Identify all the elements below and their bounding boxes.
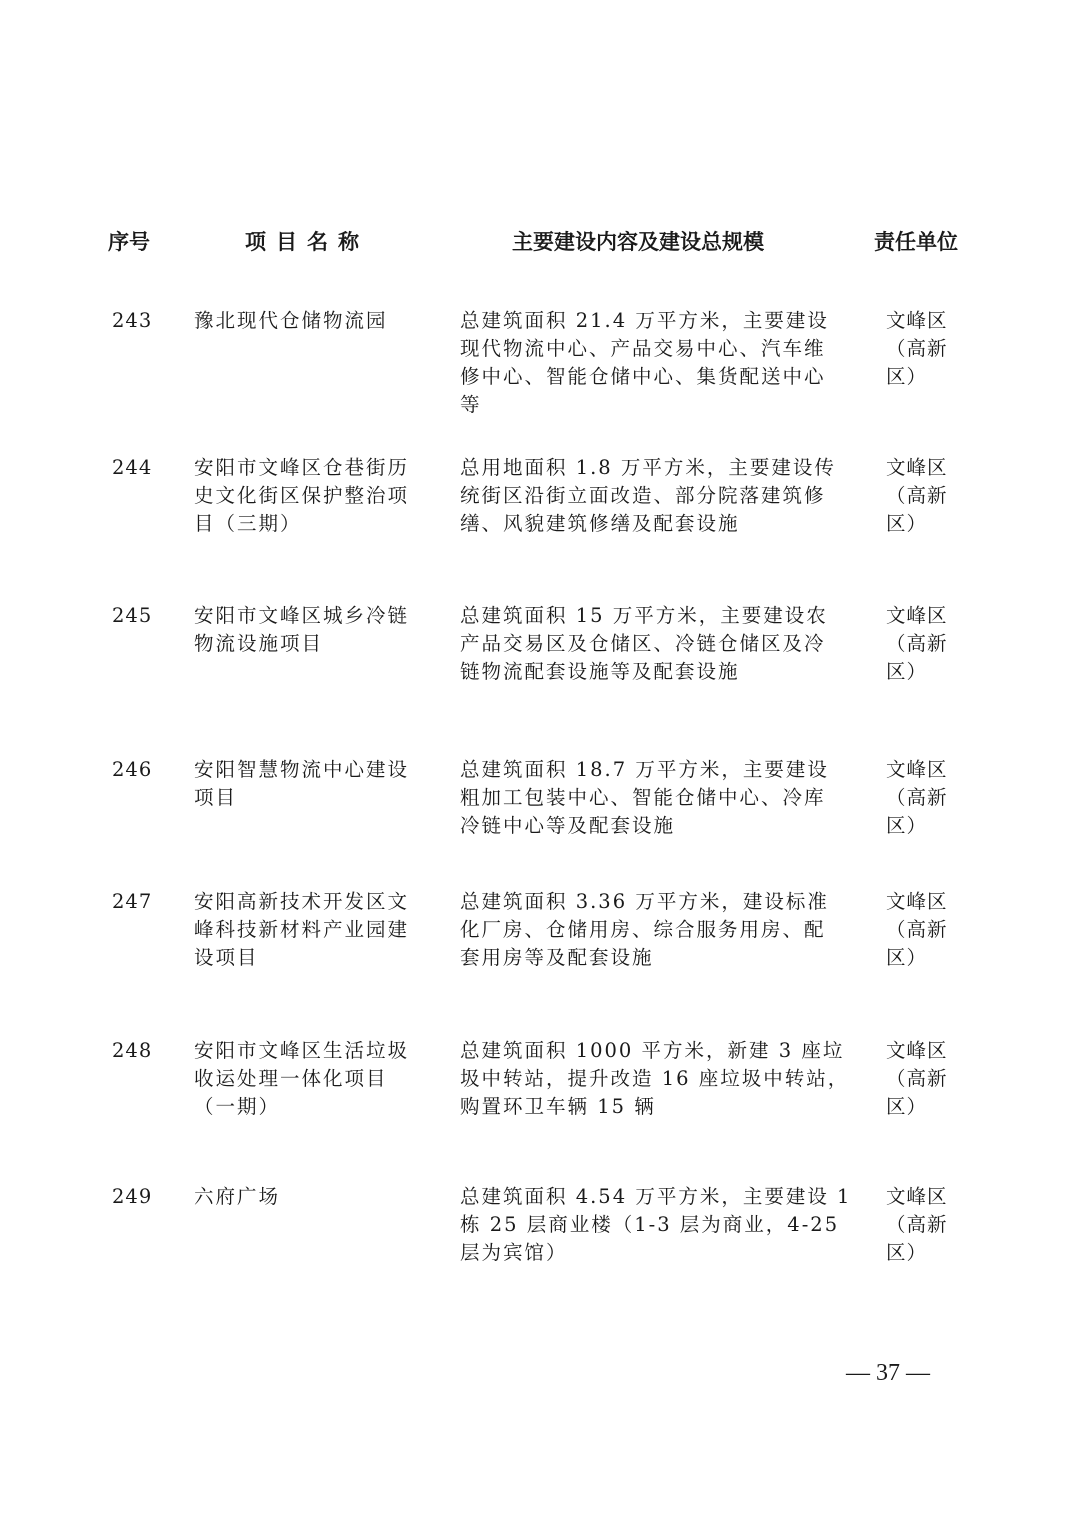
project-name-line: 目（三期） bbox=[194, 512, 302, 535]
project-name-line: 收运处理一体化项目 bbox=[194, 1067, 388, 1090]
row-content bbox=[460, 888, 830, 972]
content-line: 化厂房、仓储用房、综合服务用房、配 bbox=[460, 918, 826, 941]
unit-line: （高新 bbox=[886, 786, 948, 809]
unit-line: （高新 bbox=[886, 1213, 948, 1236]
row-seq: 244 bbox=[112, 456, 153, 479]
content-line: 缮、风貌建筑修缮及配套设施 bbox=[460, 512, 740, 535]
unit-line: 区） bbox=[886, 1095, 928, 1118]
unit-line: 区） bbox=[886, 814, 928, 837]
row-content bbox=[460, 756, 830, 840]
content-line: 总建筑面积 15 万平方米，主要建设农 bbox=[460, 604, 828, 627]
header-construction-content: 主要建设内容及建设总规模 bbox=[512, 230, 764, 254]
unit-line: 文峰区 bbox=[886, 1185, 948, 1208]
row-project-name bbox=[194, 756, 416, 812]
header-seq: 序号 bbox=[108, 230, 150, 254]
project-name-line: 安阳市文峰区城乡冷链 bbox=[194, 604, 410, 627]
project-name-line: 设项目 bbox=[194, 946, 259, 969]
row-seq: 246 bbox=[112, 758, 153, 781]
unit-line: 文峰区 bbox=[886, 604, 948, 627]
content-line: 栋 25 层商业楼（1-3 层为商业，4-25 bbox=[460, 1213, 840, 1236]
unit-line: （高新 bbox=[886, 918, 948, 941]
row-project-name bbox=[194, 454, 416, 538]
unit-line: 文峰区 bbox=[886, 1039, 948, 1062]
content-line: 套用房等及配套设施 bbox=[460, 946, 654, 969]
content-line: 层为宾馆） bbox=[460, 1241, 568, 1264]
row-project-name bbox=[194, 888, 416, 972]
content-line: 总用地面积 1.8 万平方米，主要建设传 bbox=[460, 456, 836, 479]
unit-line: （高新 bbox=[886, 1067, 948, 1090]
project-name-line: 物流设施项目 bbox=[194, 632, 324, 655]
unit-line: 文峰区 bbox=[886, 309, 948, 332]
content-line: 等 bbox=[460, 393, 482, 416]
row-responsible-unit bbox=[886, 888, 952, 972]
row-responsible-unit bbox=[886, 454, 952, 538]
unit-line: （高新 bbox=[886, 484, 948, 507]
row-seq: 248 bbox=[112, 1039, 153, 1062]
unit-line: 文峰区 bbox=[886, 456, 948, 479]
row-seq: 247 bbox=[112, 890, 153, 913]
unit-line: 区） bbox=[886, 512, 928, 535]
row-content bbox=[460, 1037, 850, 1121]
content-line: 圾中转站，提升改造 16 座垃圾中转站， bbox=[460, 1067, 850, 1090]
project-name-line: 史文化街区保护整治项 bbox=[194, 484, 410, 507]
row-project-name bbox=[194, 307, 416, 335]
page-number: — 37 — bbox=[846, 1360, 930, 1386]
row-responsible-unit bbox=[886, 1037, 952, 1121]
row-content bbox=[460, 307, 830, 419]
unit-line: 区） bbox=[886, 365, 928, 388]
row-seq: 243 bbox=[112, 309, 153, 332]
content-line: 产品交易区及仓储区、冷链仓储区及冷 bbox=[460, 632, 826, 655]
content-line: 冷链中心等及配套设施 bbox=[460, 814, 676, 837]
content-line: 现代物流中心、产品交易中心、汽车维 bbox=[460, 337, 826, 360]
unit-line: 区） bbox=[886, 946, 928, 969]
row-responsible-unit bbox=[886, 1183, 952, 1267]
row-content bbox=[460, 602, 830, 686]
project-name-line: 安阳智慧物流中心建设 bbox=[194, 758, 410, 781]
header-project-name: 项目名称 bbox=[245, 230, 369, 254]
unit-line: 区） bbox=[886, 1241, 928, 1264]
project-name-line: 项目 bbox=[194, 786, 238, 809]
content-line: 总建筑面积 1000 平方米，新建 3 座垃 bbox=[460, 1039, 845, 1062]
unit-line: 文峰区 bbox=[886, 758, 948, 781]
project-name-line: 六府广场 bbox=[194, 1185, 281, 1208]
project-name-line: 安阳高新技术开发区文 bbox=[194, 890, 410, 913]
row-responsible-unit bbox=[886, 756, 952, 840]
content-line: 总建筑面积 3.36 万平方米，建设标准 bbox=[460, 890, 829, 913]
row-content bbox=[460, 454, 836, 538]
content-line: 总建筑面积 21.4 万平方米，主要建设 bbox=[460, 309, 829, 332]
unit-line: （高新 bbox=[886, 632, 948, 655]
project-name-line: 豫北现代仓储物流园 bbox=[194, 309, 388, 332]
content-line: 粗加工包装中心、智能仓储中心、冷库 bbox=[460, 786, 826, 809]
row-content bbox=[460, 1183, 852, 1267]
row-project-name bbox=[194, 602, 416, 658]
content-line: 总建筑面积 4.54 万平方米，主要建设 1 bbox=[460, 1185, 852, 1208]
row-responsible-unit bbox=[886, 602, 952, 686]
content-line: 购置环卫车辆 15 辆 bbox=[460, 1095, 656, 1118]
project-name-line: 安阳市文峰区生活垃圾 bbox=[194, 1039, 410, 1062]
content-line: 统街区沿街立面改造、部分院落建筑修 bbox=[460, 484, 826, 507]
header-responsible-unit: 责任单位 bbox=[874, 230, 958, 254]
row-seq: 245 bbox=[112, 604, 153, 627]
content-line: 链物流配套设施等及配套设施 bbox=[460, 660, 740, 683]
table-header bbox=[0, 226, 1080, 262]
content-line: 修中心、智能仓储中心、集货配送中心 bbox=[460, 365, 826, 388]
row-seq: 249 bbox=[112, 1185, 153, 1208]
unit-line: 区） bbox=[886, 660, 928, 683]
row-responsible-unit bbox=[886, 307, 952, 391]
project-name-line: 安阳市文峰区仓巷街历 bbox=[194, 456, 410, 479]
row-project-name bbox=[194, 1037, 416, 1121]
project-name-line: 峰科技新材料产业园建 bbox=[194, 918, 410, 941]
row-project-name bbox=[194, 1183, 416, 1211]
content-line: 总建筑面积 18.7 万平方米，主要建设 bbox=[460, 758, 829, 781]
unit-line: 文峰区 bbox=[886, 890, 948, 913]
unit-line: （高新 bbox=[886, 337, 948, 360]
project-name-line: （一期） bbox=[194, 1095, 281, 1118]
